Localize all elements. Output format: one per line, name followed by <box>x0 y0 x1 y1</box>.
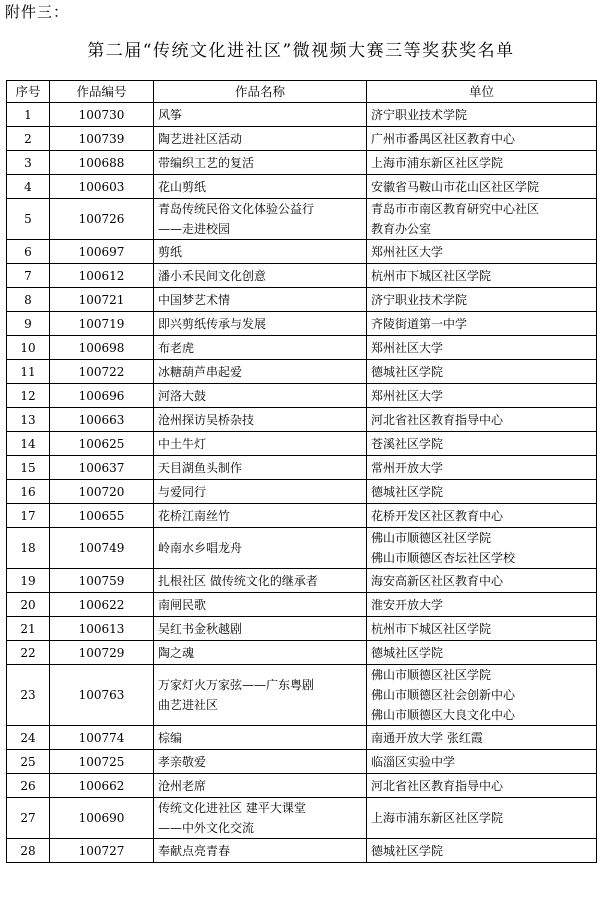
cell-unit-line: 济宁职业技术学院 <box>371 107 468 122</box>
table-row <box>7 617 597 641</box>
cell-unit-line: 教育办公室 <box>371 222 432 236</box>
cell-name <box>154 264 367 288</box>
cell-unit <box>367 798 597 839</box>
attachment-label: 附件三： <box>5 3 70 21</box>
cell-name-line: 冰糖葫芦串起爱 <box>158 364 243 379</box>
cell-name <box>154 199 367 240</box>
cell-no: 20 <box>7 593 50 617</box>
cell-code: 100698 <box>50 336 154 360</box>
cell-name <box>154 617 367 641</box>
cell-code: 100662 <box>50 774 154 798</box>
cell-unit-line: 齐陵街道第一中学 <box>371 316 468 331</box>
cell-unit <box>367 408 597 432</box>
cell-unit-line: 花桥开发区社区教育中心 <box>371 508 504 523</box>
cell-name-line: 棕编 <box>158 730 183 745</box>
cell-no: 18 <box>7 528 50 569</box>
cell-no: 19 <box>7 569 50 593</box>
cell-name-line: ——中外文化交流 <box>158 821 255 835</box>
table-row <box>7 336 597 360</box>
cell-no: 17 <box>7 504 50 528</box>
cell-name <box>154 408 367 432</box>
cell-name-line: 剪纸 <box>158 244 183 259</box>
cell-unit <box>367 432 597 456</box>
cell-unit-line: 广州市番禺区社区教育中心 <box>371 131 516 146</box>
cell-unit-line: 上海市浦东新区社区学院 <box>371 811 504 825</box>
header-no: 序号 <box>7 81 50 103</box>
table-row <box>7 264 597 288</box>
cell-name <box>154 774 367 798</box>
cell-name-line: 万家灯火万家弦——广东粤剧 <box>158 678 315 692</box>
table-row <box>7 288 597 312</box>
cell-no: 4 <box>7 175 50 199</box>
table-row <box>7 798 597 839</box>
cell-unit-line: 河北省社区教育指导中心 <box>371 412 504 427</box>
cell-name <box>154 839 367 863</box>
cell-code: 100622 <box>50 593 154 617</box>
cell-name-line: 传统文化进社区 建平大课堂 <box>158 801 306 815</box>
table-header-row <box>7 81 597 103</box>
cell-name <box>154 127 367 151</box>
table-row <box>7 528 597 569</box>
cell-name <box>154 726 367 750</box>
cell-unit-line: 南通开放大学 张红霞 <box>371 730 483 745</box>
header-unit: 单位 <box>367 81 597 103</box>
cell-name <box>154 175 367 199</box>
cell-code: 100739 <box>50 127 154 151</box>
cell-code: 100729 <box>50 641 154 665</box>
cell-name <box>154 665 367 726</box>
cell-unit-line: 上海市浦东新区社区学院 <box>371 155 504 170</box>
cell-unit-line: 佛山市顺德区社区学院 <box>371 668 492 682</box>
cell-code: 100696 <box>50 384 154 408</box>
cell-unit <box>367 199 597 240</box>
cell-code: 100613 <box>50 617 154 641</box>
cell-no: 21 <box>7 617 50 641</box>
table-row <box>7 199 597 240</box>
cell-code: 100763 <box>50 665 154 726</box>
cell-unit <box>367 617 597 641</box>
cell-unit-line: 济宁职业技术学院 <box>371 292 468 307</box>
cell-unit-line: 河北省社区教育指导中心 <box>371 778 504 793</box>
cell-name-line: 即兴剪纸传承与发展 <box>158 316 267 331</box>
cell-no: 27 <box>7 798 50 839</box>
cell-name-line: 与爱同行 <box>158 484 207 499</box>
cell-unit <box>367 151 597 175</box>
cell-code: 100697 <box>50 240 154 264</box>
cell-no: 3 <box>7 151 50 175</box>
cell-name-line: 中国梦艺术情 <box>158 292 231 307</box>
awards-table <box>6 80 597 863</box>
cell-no: 28 <box>7 839 50 863</box>
cell-name-line: 陶艺进社区活动 <box>158 131 243 146</box>
cell-no: 12 <box>7 384 50 408</box>
cell-code: 100749 <box>50 528 154 569</box>
cell-name-line: 曲艺进社区 <box>158 698 219 712</box>
cell-name <box>154 641 367 665</box>
cell-code: 100721 <box>50 288 154 312</box>
cell-code: 100725 <box>50 750 154 774</box>
cell-no: 26 <box>7 774 50 798</box>
table-row <box>7 360 597 384</box>
cell-unit <box>367 665 597 726</box>
document-title: 第二届“传统文化进社区”微视频大赛三等奖获奖名单 <box>87 41 515 61</box>
cell-name <box>154 480 367 504</box>
cell-unit <box>367 240 597 264</box>
cell-code: 100726 <box>50 199 154 240</box>
table-body <box>7 103 597 863</box>
cell-code: 100759 <box>50 569 154 593</box>
cell-code: 100774 <box>50 726 154 750</box>
cell-unit-line: 青岛市市南区教育研究中心社区 <box>371 202 540 216</box>
cell-no: 10 <box>7 336 50 360</box>
table-row <box>7 175 597 199</box>
cell-name <box>154 528 367 569</box>
cell-name-line: 河洛大鼓 <box>158 388 207 403</box>
table-row <box>7 774 597 798</box>
cell-code: 100720 <box>50 480 154 504</box>
cell-unit <box>367 456 597 480</box>
cell-name <box>154 151 367 175</box>
cell-name-line: 沧州探访吴桥杂技 <box>158 412 255 427</box>
cell-name-line: 花山剪纸 <box>158 179 207 194</box>
cell-unit-line: 佛山市顺德区大良文化中心 <box>371 708 516 722</box>
cell-unit <box>367 480 597 504</box>
cell-name-line: 潘小禾民间文化创意 <box>158 268 267 283</box>
header-name: 作品名称 <box>154 81 367 103</box>
cell-no: 1 <box>7 103 50 127</box>
cell-unit-line: 佛山市顺德区杏坛社区学校 <box>371 551 516 565</box>
cell-unit-line: 杭州市下城区社区学院 <box>371 621 492 636</box>
cell-name-line: 陶之魂 <box>158 645 195 660</box>
cell-name <box>154 336 367 360</box>
cell-code: 100688 <box>50 151 154 175</box>
cell-no: 14 <box>7 432 50 456</box>
cell-unit-line: 佛山市顺德区社会创新中心 <box>371 688 516 702</box>
cell-unit <box>367 336 597 360</box>
cell-unit-line: 德城社区学院 <box>371 843 444 858</box>
cell-name <box>154 798 367 839</box>
table-row <box>7 750 597 774</box>
table-row <box>7 480 597 504</box>
cell-name-line: 花桥江南丝竹 <box>158 508 231 523</box>
table-row <box>7 312 597 336</box>
cell-unit-line: 海安高新区社区教育中心 <box>371 573 504 588</box>
cell-unit <box>367 360 597 384</box>
cell-code: 100730 <box>50 103 154 127</box>
cell-name-line: 孝亲敬爱 <box>158 754 207 769</box>
cell-name <box>154 312 367 336</box>
cell-name <box>154 432 367 456</box>
cell-unit <box>367 528 597 569</box>
cell-name-line: 青岛传统民俗文化体验公益行 <box>158 202 315 216</box>
cell-name <box>154 288 367 312</box>
cell-unit-line: 郑州社区大学 <box>371 340 444 355</box>
cell-name <box>154 569 367 593</box>
cell-unit <box>367 774 597 798</box>
cell-unit-line: 德城社区学院 <box>371 484 444 499</box>
cell-no: 23 <box>7 665 50 726</box>
table-row <box>7 127 597 151</box>
cell-no: 8 <box>7 288 50 312</box>
cell-no: 15 <box>7 456 50 480</box>
cell-unit <box>367 726 597 750</box>
table-row <box>7 103 597 127</box>
cell-unit <box>367 569 597 593</box>
table-row <box>7 504 597 528</box>
cell-unit-line: 安徽省马鞍山市花山区社区学院 <box>371 179 540 194</box>
cell-unit-line: 常州开放大学 <box>371 460 444 475</box>
table-row <box>7 641 597 665</box>
cell-name-line: ——走进校园 <box>158 222 231 236</box>
cell-name <box>154 504 367 528</box>
cell-code: 100663 <box>50 408 154 432</box>
table-row <box>7 569 597 593</box>
cell-name-line: 南闸民歌 <box>158 597 207 612</box>
cell-unit <box>367 175 597 199</box>
cell-name <box>154 360 367 384</box>
cell-no: 2 <box>7 127 50 151</box>
cell-name <box>154 593 367 617</box>
cell-unit <box>367 288 597 312</box>
cell-unit-line: 淮安开放大学 <box>371 597 444 612</box>
cell-no: 22 <box>7 641 50 665</box>
cell-no: 13 <box>7 408 50 432</box>
cell-no: 7 <box>7 264 50 288</box>
table-row <box>7 593 597 617</box>
cell-unit <box>367 103 597 127</box>
cell-no: 24 <box>7 726 50 750</box>
cell-no: 9 <box>7 312 50 336</box>
cell-unit <box>367 593 597 617</box>
cell-name <box>154 456 367 480</box>
cell-unit-line: 临淄区实验中学 <box>371 754 456 769</box>
table-row <box>7 456 597 480</box>
cell-name-line: 带编织工艺的复活 <box>158 155 255 170</box>
cell-code: 100637 <box>50 456 154 480</box>
cell-name <box>154 103 367 127</box>
cell-name <box>154 384 367 408</box>
cell-name-line: 沧州老席 <box>158 778 207 793</box>
cell-unit-line: 郑州社区大学 <box>371 244 444 259</box>
table-row <box>7 726 597 750</box>
cell-name <box>154 240 367 264</box>
table-row <box>7 432 597 456</box>
cell-unit-line: 德城社区学院 <box>371 364 444 379</box>
cell-name-line: 中土牛灯 <box>158 436 207 451</box>
cell-unit <box>367 384 597 408</box>
cell-no: 11 <box>7 360 50 384</box>
cell-name-line: 吴红书金秋越剧 <box>158 621 243 636</box>
cell-unit <box>367 504 597 528</box>
cell-code: 100655 <box>50 504 154 528</box>
cell-code: 100690 <box>50 798 154 839</box>
cell-name <box>154 750 367 774</box>
cell-no: 6 <box>7 240 50 264</box>
cell-name-line: 扎根社区 做传统文化的继承者 <box>158 573 318 588</box>
cell-unit <box>367 839 597 863</box>
cell-code: 100722 <box>50 360 154 384</box>
cell-no: 5 <box>7 199 50 240</box>
table-row <box>7 665 597 726</box>
cell-unit-line: 苍溪社区学院 <box>371 436 444 451</box>
cell-unit <box>367 750 597 774</box>
table-row <box>7 151 597 175</box>
cell-unit <box>367 264 597 288</box>
cell-name-line: 布老虎 <box>158 340 195 355</box>
table-row <box>7 408 597 432</box>
cell-unit <box>367 127 597 151</box>
cell-unit-line: 佛山市顺德区社区学院 <box>371 531 492 545</box>
table-row <box>7 240 597 264</box>
table-row <box>7 839 597 863</box>
cell-no: 25 <box>7 750 50 774</box>
cell-code: 100625 <box>50 432 154 456</box>
cell-unit <box>367 641 597 665</box>
cell-unit <box>367 312 597 336</box>
cell-no: 16 <box>7 480 50 504</box>
cell-name-line: 岭南水乡唱龙舟 <box>158 541 243 555</box>
cell-code: 100612 <box>50 264 154 288</box>
cell-code: 100719 <box>50 312 154 336</box>
table-row <box>7 384 597 408</box>
cell-unit-line: 郑州社区大学 <box>371 388 444 403</box>
cell-name-line: 天目湖鱼头制作 <box>158 460 243 475</box>
cell-name-line: 风筝 <box>158 107 183 122</box>
cell-code: 100727 <box>50 839 154 863</box>
cell-unit-line: 德城社区学院 <box>371 645 444 660</box>
cell-code: 100603 <box>50 175 154 199</box>
cell-name-line: 奉献点亮青春 <box>158 843 231 858</box>
cell-unit-line: 杭州市下城区社区学院 <box>371 268 492 283</box>
header-code: 作品编号 <box>50 81 154 103</box>
